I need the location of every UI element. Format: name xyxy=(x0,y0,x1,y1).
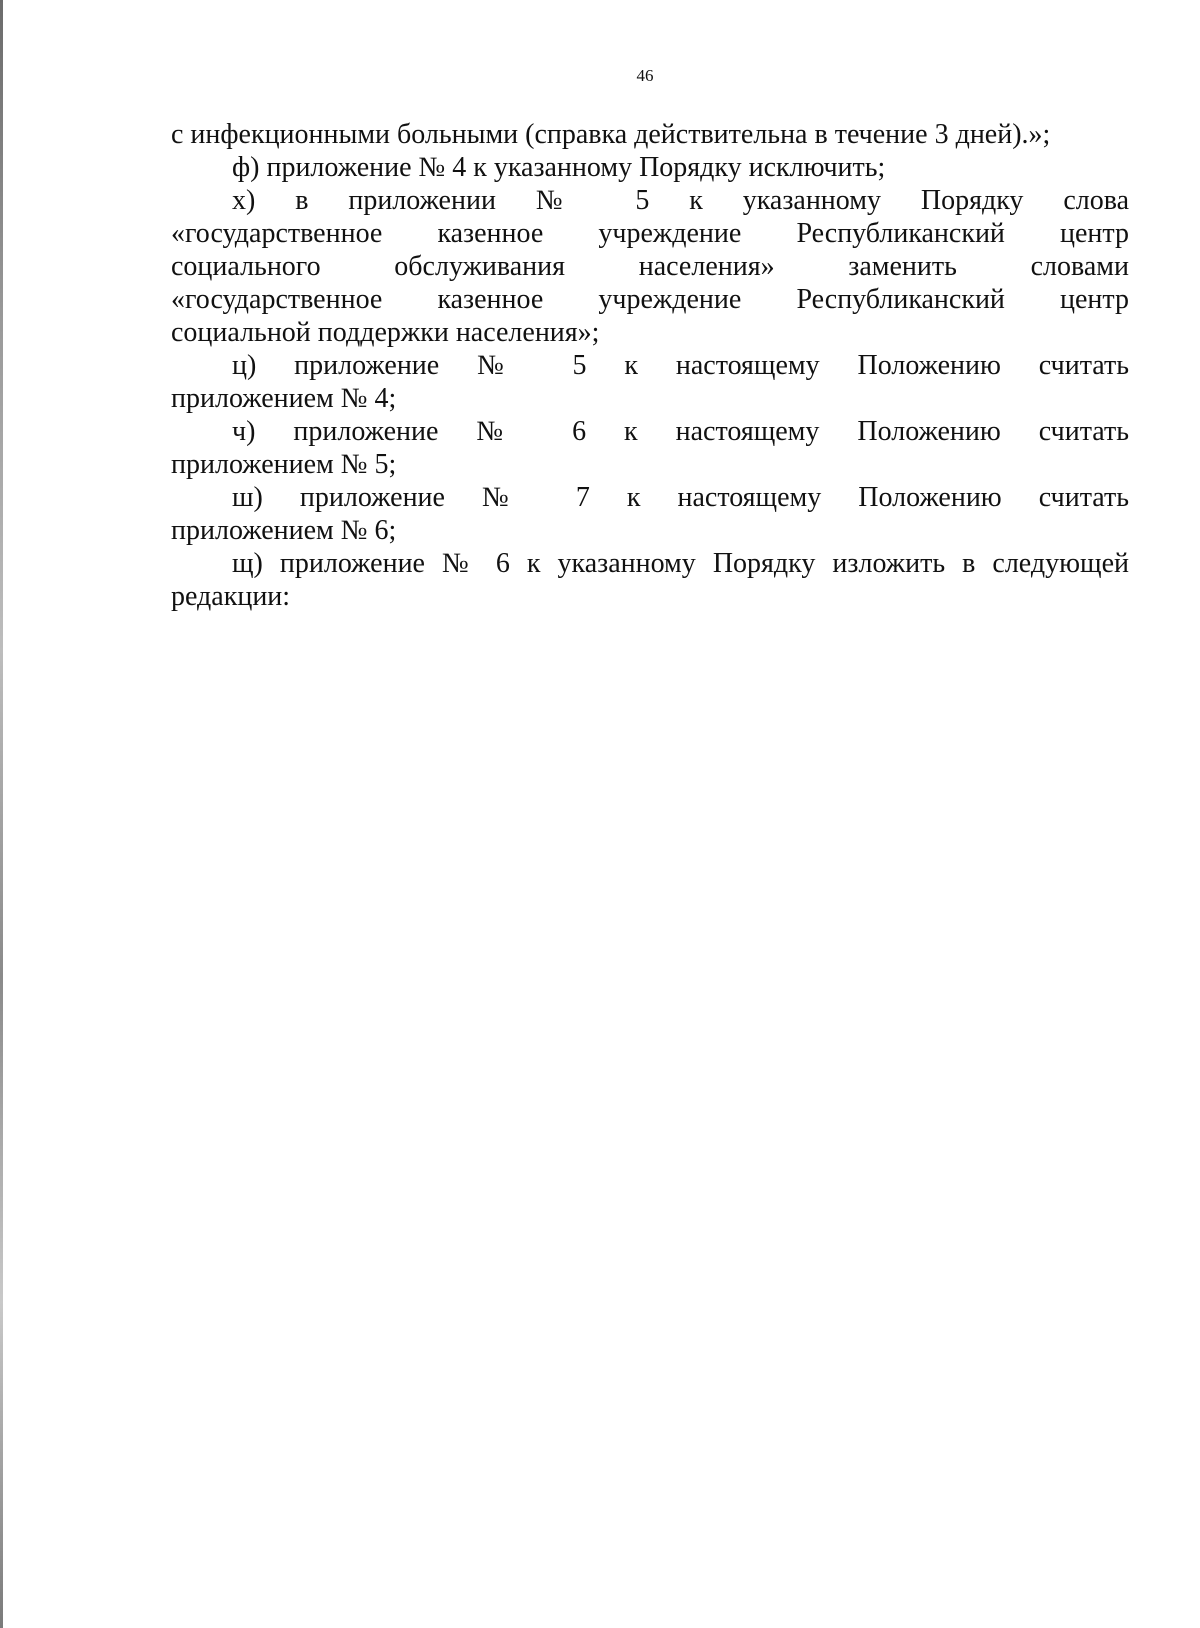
text-line: ш) приложение № 7 к настоящему Положению считать xyxy=(232,482,1129,513)
paragraph-continuation xyxy=(171,118,1129,151)
text-line: «государственное казенное учреждение Республиканский центр xyxy=(171,284,1129,315)
text-line: х) в приложении № 5 к указанному Порядку слова xyxy=(232,185,1129,216)
text-line: приложением № 5; xyxy=(171,449,397,480)
paragraph-item-ts xyxy=(171,349,1129,415)
paragraph-item-shch xyxy=(171,547,1129,613)
text-line: щ) приложение № 6 к указанному Порядку изложить в следующей xyxy=(232,548,1129,579)
text-line: приложением № 6; xyxy=(171,515,397,546)
text-line: приложением № 4; xyxy=(171,383,397,414)
text-line: социального обслуживания населения» заменить словами xyxy=(171,251,1129,282)
text-line: ч) приложение № 6 к настоящему Положению считать xyxy=(232,416,1129,447)
text-line: редакции: xyxy=(171,581,291,612)
text-line: с инфекционными больными (справка действительна в течение 3 дней).»; xyxy=(171,119,1051,150)
text-line: «государственное казенное учреждение Республиканский центр xyxy=(171,218,1129,249)
text-line: ф) приложение № 4 к указанному Порядку исключить; xyxy=(232,152,886,183)
text-line: социальной поддержки населения»; xyxy=(171,317,600,348)
paragraph-item-f xyxy=(171,151,1129,184)
paragraph-item-kh xyxy=(171,184,1129,349)
scan-edge-shadow xyxy=(0,0,3,1628)
paragraph-item-ch xyxy=(171,415,1129,481)
text-line: ц) приложение № 5 к настоящему Положению считать xyxy=(232,350,1129,381)
page-number: 46 xyxy=(636,66,654,85)
document-body xyxy=(171,118,1129,613)
paragraph-item-sh xyxy=(171,481,1129,547)
